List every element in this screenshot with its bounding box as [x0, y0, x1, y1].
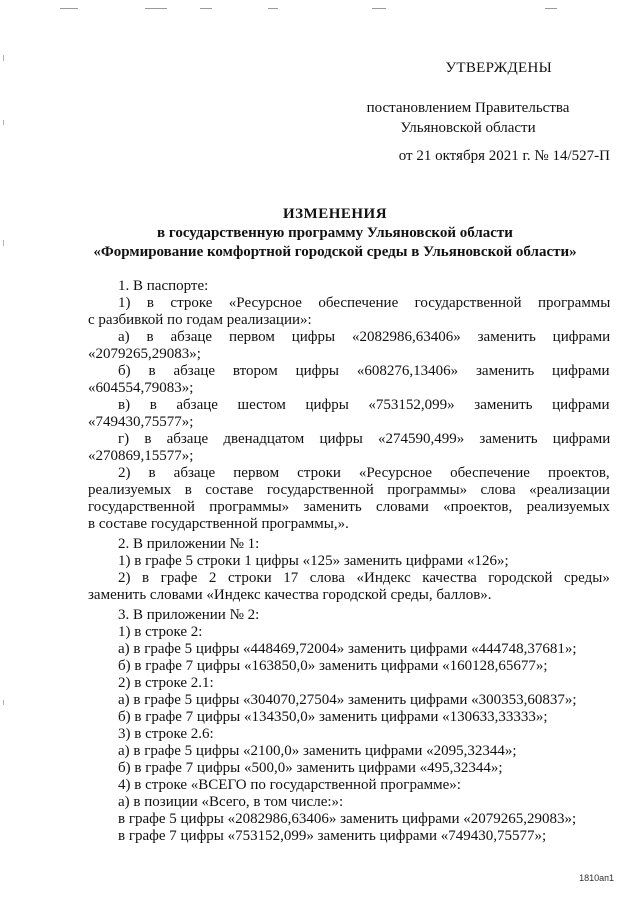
title-line: «Формирование комфортной городской среды в Ульяновской области» — [93, 244, 577, 260]
section-heading: 1. В паспорте: — [118, 278, 209, 294]
body-line: с разбивкой по годам реализации»: — [88, 312, 312, 328]
decree-date-number: от 21 октября 2021 г. № 14/527-П — [398, 148, 610, 164]
body-line: а) в графе 5 цифры «448469,72004» заменить цифрами «444748,37681»; — [118, 641, 577, 657]
title-heading: ИЗМЕНЕНИЯ — [282, 206, 388, 222]
body-line: 1) в строке 2: — [118, 624, 203, 640]
body-line: «749430,75577»; — [88, 414, 194, 430]
body-line: заменить словами «Индекс качества городской среды, баллов». — [88, 587, 492, 603]
body-line: «270869,15577»; — [88, 448, 194, 464]
decree-line: Ульяновской области — [400, 120, 536, 136]
body-line: 3) в строке 2.6: — [118, 726, 214, 742]
approval-stamp-heading: УТВЕРЖДЕНЫ — [445, 60, 552, 76]
scan-edge-mark — [3, 120, 4, 125]
body-line: 2) в графе 2 строки 17 слова «Индекс качества городской среды» — [118, 570, 610, 586]
scan-mark — [200, 8, 212, 9]
scan-mark — [60, 8, 78, 9]
approval-decree — [358, 98, 578, 138]
body-line: 1) в графе 5 строки 1 цифры «125» заменить цифрами «126»; — [118, 553, 509, 569]
body-line: в составе государственной программы,». — [88, 516, 349, 532]
decree-line: постановлением Правительства — [366, 100, 570, 116]
body-line: а) в позиции «Всего, в том числе:»: — [118, 794, 344, 810]
scan-edge-mark — [3, 240, 4, 246]
body-line: в графе 5 цифры «2082986,63406» заменить цифрами «2079265,29083»; — [118, 811, 577, 827]
body-line: а) в графе 5 цифры «304070,27504» заменить цифрами «300353,60837»; — [118, 692, 577, 708]
scan-mark — [545, 8, 557, 9]
body-line: «604554,79083»; — [88, 380, 194, 396]
scan-mark — [268, 8, 278, 9]
body-line: 4) в строке «ВСЕГО по государственной программе»: — [118, 777, 461, 793]
body-line: а) в абзаце первом цифры «2082986,63406» заменить цифрами — [118, 329, 611, 345]
scan-edge-mark — [3, 55, 4, 61]
section-heading: 2. В приложении № 1: — [118, 536, 260, 552]
section-heading: 3. В приложении № 2: — [118, 607, 260, 623]
body-line: государственной программы» заменить словами «проектов, реализуемых — [88, 499, 610, 515]
body-line: 1) в строке «Ресурсное обеспечение государственной программы — [118, 295, 611, 311]
document-title — [60, 205, 610, 262]
scan-mark — [372, 8, 386, 9]
body-line: в графе 7 цифры «753152,099» заменить цифрами «749430,75577»; — [118, 828, 547, 844]
body-line: б) в графе 7 цифры «163850,0» заменить цифрами «160128,65677»; — [118, 658, 548, 674]
body-line: а) в графе 5 цифры «2100,0» заменить цифрами «2095,32344»; — [118, 743, 517, 759]
body-line: г) в абзаце двенадцатом цифры «274590,499» заменить цифрами — [118, 431, 611, 447]
page-footer-code: 1810ап1 — [579, 873, 614, 883]
body-line: б) в графе 7 цифры «500,0» заменить цифрами «495,32344»; — [118, 760, 503, 776]
body-line: 2) в строке 2.1: — [118, 675, 214, 691]
body-line: в) в абзаце шестом цифры «753152,099» заменить цифрами — [118, 397, 610, 413]
body-line: «2079265,29083»; — [88, 346, 201, 362]
body-line: реализуемых в составе государственной программы» слова «реализации — [88, 482, 610, 498]
scan-mark — [145, 8, 167, 9]
scan-edge-mark — [3, 700, 4, 705]
body-line: б) в абзаце втором цифры «608276,13406» заменить цифрами — [118, 363, 610, 379]
body-line: 2) в абзаце первом строки «Ресурсное обеспечение проектов, — [118, 465, 610, 481]
title-line: в государственную программу Ульяновской области — [157, 225, 513, 241]
body-line: б) в графе 7 цифры «134350,0» заменить цифрами «130633,33333»; — [118, 709, 548, 725]
